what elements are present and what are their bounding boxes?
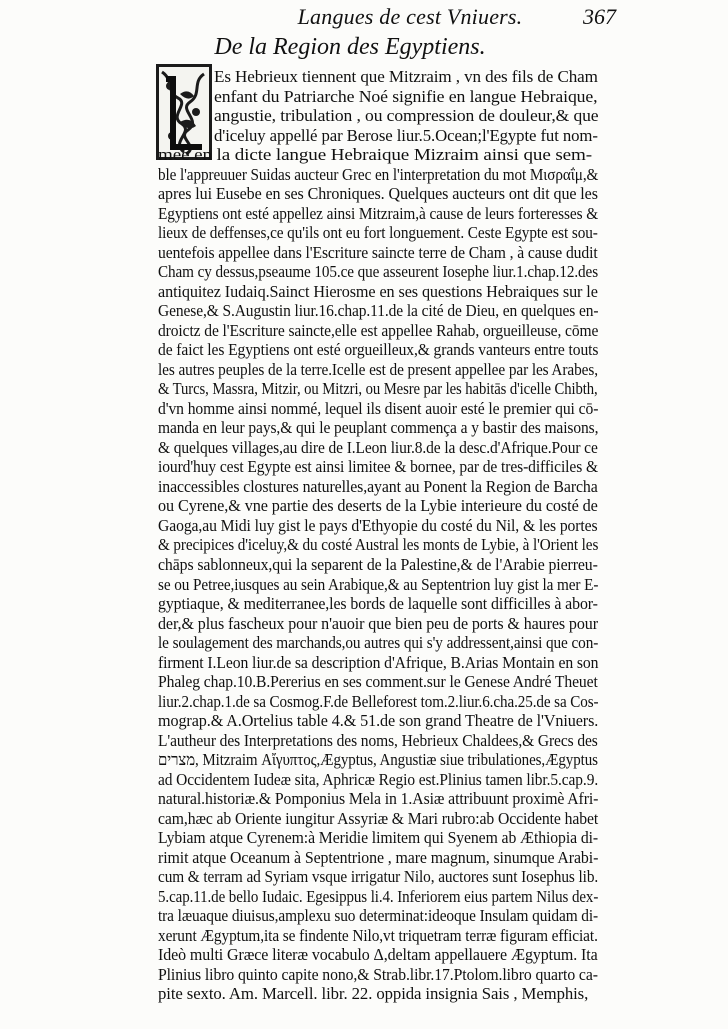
text-line: pite sexto. Am. Marcell. libr. 22. oppida insignia Sais , Memphis,	[158, 984, 589, 1004]
text-line: 5.cap.11.de bello Iudaic. Egesippus li.4. Inferiorem eius partem Nilus dex-	[158, 886, 599, 906]
text-line: & Turcs, Massra, Mitzir, ou Mitzri, ou Mesre par les habitās d'icelle Chibth,	[158, 379, 598, 399]
text-line: Cham cy dessus,pseaume 105.ce que asseurent Iosephe liur.1.chap.12.des	[158, 262, 599, 282]
text-line: Genese,& S.Augustin liur.16.chap.11.de la cité de Dieu, en quelques en-	[158, 301, 599, 321]
text-line: uentefois appellee dans l'Escriture saincte terre de Cham , à cause dudit	[158, 242, 598, 262]
text-line: ble l'appreuuer Suidas aucteur Grec en l'interpretation du mot Μισραΐμ,&	[158, 164, 599, 184]
text-line: de faict les Egyptiens ont esté orgueilleux,& grands vanteurs entre touts	[158, 340, 599, 360]
text-line: apres lui Eusebe en ses Chroniques. Quelques aucteurs ont dit que les	[158, 184, 598, 204]
text-line: mograp.& A.Ortelius table 4.& 51.de son grand Theatre de l'Vniuers.	[158, 711, 599, 731]
text-line: d'iceluy appellé par Berose liur.5.Ocean;l'Egypte fut nom-	[214, 125, 598, 145]
text-line: מצרים, Mitzraim Αἴγυπτος,Ægyptus, Angustiæ siue tribulationes,Ægyptus	[158, 750, 598, 770]
running-title: Langues de cest Vniuers.	[297, 4, 523, 29]
text-line: iourd'huy cest Egypte est ainsi limitee & bornee, par de tres-difficiles &	[158, 457, 598, 477]
text-line: der,& plus fascheux pour n'auoir que bien peu de ports & haures pour	[158, 613, 598, 633]
text-line: cam,hæc ab Oriente iungitur Assyriæ & Mari rubro:ab Occidente habet	[158, 808, 599, 828]
text-line: Ideò multi Græce literæ vocabulo Δ,deltam appellauere Ægyptum. Ita	[158, 945, 598, 965]
text-line: Egyptiens ont esté appellez ainsi Mitzraim,à cause de leurs forteresses &	[158, 203, 599, 223]
text-line: Es Hebrieux tiennent que Mitzraim , vn des fils de Cham	[214, 67, 598, 86]
text-line: rimit atque Oceanum à Septentrione , mare magnum, sinumque Arabi-	[158, 847, 599, 867]
text-line: cum & terram ad Syriam vsque irrigatur Nilo, auctores sunt Iosephus lib.	[158, 867, 599, 887]
text-line: liur.2.chap.1.de sa Cosmog.F.de Belleforest tom.2.liur.6.cha.25.de sa Cos-	[158, 691, 599, 711]
text-line: tra læuaque diuisus,amplexu suo determinat:ideoque Insulam quidam di-	[158, 906, 599, 926]
text-line: xerunt Ægyptum,ita se findente Nilo,vt triquetram terræ figuram efficiat.	[158, 925, 598, 945]
text-line: d'vn homme ainsi nommé, lequel ils disent auoir esté le premier qui cō-	[158, 398, 599, 418]
text-line: L'autheur des Interpretations des noms, Hebrieux Chaldees,& Grecs des	[158, 730, 598, 750]
text-line: Plinius libro quinto capite nono,& Strab.libr.17.Ptolom.libro quarto ca-	[158, 964, 598, 984]
text-line: chāps sablonneux,qui la separent de la Palestine,& de l'Arabie pierreu-	[158, 555, 598, 574]
text-line: Lybiam atque Cyrenem:à Meridie limitem qui Syenem ab Æthiopia di-	[158, 828, 599, 848]
section-heading: De la Region des Egyptiens.	[214, 34, 486, 60]
text-line: les autres peuples de la terre.Icelle est de present appellee par les Arabes,	[158, 359, 598, 379]
text-line: natural.historiæ.& Pomponius Mela in 1.Asiæ attribuunt proximè Afri-	[158, 789, 599, 809]
text-line: manda en leur pays,& qui le peuplant commença a y bastir des maisons,	[158, 418, 599, 438]
text-line: ou Cyrene,& vne partie des deserts de la Lybie interieure du costé de	[158, 496, 598, 516]
text-line: Phaleg chap.10.B.Pererius en ses comment.sur le Genese André Theuet	[158, 672, 598, 692]
text-line: angustie, tribulation , ou compression de douleur,& que	[214, 106, 599, 126]
text-line: ad Occidentem Iudeæ sita, Aphricæ Regio est.Plinius tamen libr.5.cap.9.	[158, 769, 599, 789]
text-line: gyptiaque, & mediterranee,les bords de laquelle sont difficilles à abor-	[158, 594, 598, 614]
text-line: & precipices d'iceluy,& du costé Austral les monts de Lybie, à l'Orient les	[158, 535, 599, 555]
text-line: antiquitez Iudaiq.Sainct Hierosme en ses questions Hebraiques sur le	[158, 281, 598, 301]
text-line: lieux de deffenses,ce qu'ils ont eu fort longuement. Ceste Egypte est sou-	[158, 223, 598, 243]
text-line: enfant du Patriarche Noé signifie en langue Hebraique,	[214, 86, 598, 106]
text-line: firment I.Leon liur.de sa description d'Afrique, B.Arias Montain en son	[158, 652, 599, 672]
text-line: Gaoga,au Midi luy gist le pays d'Ethyopie du costé du Nil, & les portes	[158, 515, 598, 535]
text-line: se ou Petree,iusques au sein Arabique,& au Septentrion luy gist la mer E-	[158, 574, 599, 594]
text-line: inaccessibles clostures naturelles,ayant au Ponent la Region de Barcha	[158, 476, 598, 496]
text-line: mee en la dicte langue Hebraique Mizraim ainsi que sem-	[158, 145, 592, 165]
text-line: & quelques villages,au dire de I.Leon liur.8.de la desc.d'Afrique.Pour ce	[158, 437, 598, 457]
text-line: le soulagement des marchands,ou autres qui s'y addressent,ainsi que con-	[158, 633, 599, 653]
page-number: 367	[583, 4, 616, 29]
text-line: droictz de l'Escriture saincte,elle est appellee Rahab, orgueilleuse, cōme	[158, 320, 599, 340]
